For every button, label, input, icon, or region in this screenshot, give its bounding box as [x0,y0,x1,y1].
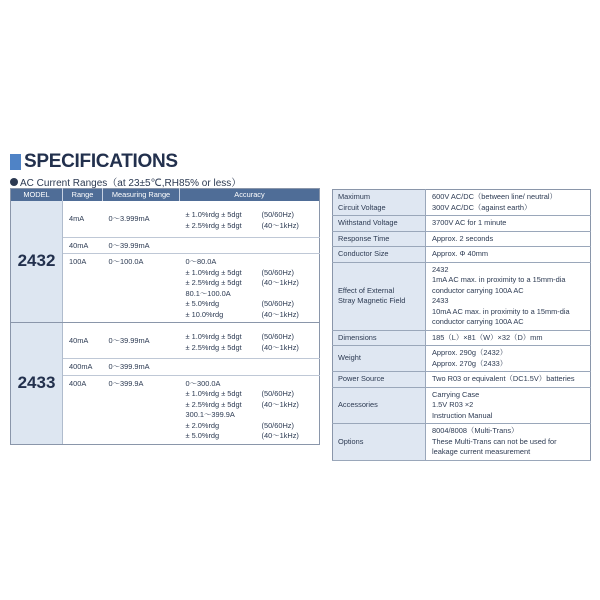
accuracy-frequency: (40～1kHz) [261,431,299,440]
spec-value-line: conductor carrying 100A AC [432,285,524,295]
spec-value-line: Carrying Case [432,389,480,399]
accuracy-frequency: (50/60Hz) [261,299,294,308]
accuracy-line [186,431,320,442]
spec-label-line: Power Source [338,374,385,383]
accuracy-cell [180,237,320,254]
spec-label-line: Withstand Voltage [338,218,398,227]
measuring-range-cell: 0～39.99mA [103,237,180,254]
spec-value [426,372,591,388]
table-row [11,201,320,237]
accuracy-value: ± 10.0%rdg [185,309,224,319]
accuracy-cell [180,375,320,444]
accuracy-value: ± 5.0%rdg [185,299,220,308]
spec-value-line: These Multi-Trans can not be used for [432,436,557,446]
accuracy-value: 0～80.0A [185,257,217,266]
table-row [333,247,591,263]
accuracy-line [186,278,320,289]
spec-label-line: Weight [338,353,361,363]
range-cell: 4mA [63,201,103,237]
model-cell: 2432 [11,201,63,323]
table-row [333,424,591,461]
accuracy-cell [180,359,320,376]
accuracy-frequency: (40～1kHz) [261,220,299,230]
accuracy-line [186,310,320,321]
table-row [333,346,591,372]
accuracy-value: ± 1.0%rdg ± 5dgt [185,210,242,220]
spec-label-line: Accessories [338,400,378,409]
accuracy-frequency: (50/60Hz) [261,210,294,220]
spec-label [333,372,426,388]
accuracy-line [186,268,320,279]
measuring-range-cell: 0～39.99mA [103,323,180,359]
accuracy-line [186,289,320,300]
subtitle: AC Current Ranges（at 23±5℃,RH85% or less） [20,178,242,189]
spec-value-line: 2433 [432,296,449,305]
accuracy-value: ± 2.5%rdg ± 5dgt [185,220,242,230]
range-cell: 400A [63,375,103,444]
spec-value [426,330,591,346]
table-row [11,323,320,359]
accuracy-value: ± 1.0%rdg ± 5dgt [185,389,242,398]
accuracy-line [186,343,320,354]
accuracy-value: ± 2.0%rdg [185,420,220,430]
spec-value-line: 8004/8008（Multi-Trans） [432,426,519,435]
accuracy-value: 80.1～100.0A [185,288,231,298]
header-measuring-range: Measuring Range [103,189,180,202]
spec-label [333,262,426,330]
table-row [333,190,591,216]
accuracy-frequency: (50/60Hz) [261,389,294,398]
table-header-row [11,189,320,202]
table-row [333,231,591,247]
accuracy-cell [180,201,320,237]
ac-current-table [10,188,320,445]
accuracy-value: ± 2.5%rdg ± 5dgt [185,399,242,409]
accuracy-line [186,210,320,221]
accuracy-line [186,389,320,400]
spec-value [426,346,591,372]
accuracy-frequency: (40～1kHz) [261,278,299,287]
accuracy-line [186,400,320,411]
accuracy-cell [180,323,320,359]
accuracy-line [186,257,320,268]
table-row [333,387,591,424]
spec-label [333,231,426,247]
accuracy-frequency: (40～1kHz) [261,309,299,319]
spec-label-line: Circuit Voltage [338,202,386,212]
general-specs-table [332,189,591,461]
spec-value [426,247,591,263]
spec-value-line: 600V AC/DC（between line/ neutral） [432,192,557,201]
accuracy-line [186,379,320,390]
range-cell: 40mA [63,237,103,254]
model-cell: 2433 [11,323,63,445]
accuracy-value: 0～300.0A [185,378,221,388]
measuring-range-cell: 0～100.0A [103,254,180,323]
measuring-range-cell: 0～3.999mA [103,201,180,237]
spec-value-line: Approx. Φ 40mm [432,249,489,258]
table-row [333,262,591,330]
spec-label-line: Response Time [338,233,390,243]
range-cell: 100A [63,254,103,323]
spec-label-line: Maximum [338,192,371,201]
spec-value [426,190,591,216]
spec-value-line: 300V AC/DC（against earth） [432,202,532,212]
range-cell: 40mA [63,323,103,359]
spec-value-line: Two R03 or equivalent（DC1.5V）batteries [432,374,575,383]
accuracy-line [186,299,320,310]
bullet-icon [10,178,18,186]
accuracy-frequency: (40～1kHz) [261,342,299,352]
spec-value-line: Instruction Manual [432,410,493,420]
spec-value [426,387,591,424]
accuracy-frequency: (40～1kHz) [261,399,299,409]
accuracy-line [186,221,320,232]
accuracy-frequency: (50/60Hz) [261,332,294,341]
spec-value [426,216,591,232]
accuracy-value: ± 1.0%rdg ± 5dgt [185,267,242,277]
range-cell: 400mA [63,359,103,376]
spec-label [333,424,426,461]
spec-value-line: conductor carrying 100A AC [432,317,524,326]
accuracy-value: ± 5.0%rdg [185,431,220,440]
spec-label [333,330,426,346]
subtitle-row [10,174,241,189]
heading [10,152,178,172]
accuracy-value: ± 1.0%rdg ± 5dgt [185,332,242,341]
spec-value-line: Approx. 2 seconds [432,233,494,243]
accuracy-frequency: (50/60Hz) [261,420,294,430]
spec-label-line: Stray Magnetic Field [338,296,406,305]
spec-label-line: Dimensions [338,332,377,342]
header-range: Range [63,189,103,202]
spec-label-line: Options [338,436,364,446]
accuracy-value: ± 2.5%rdg ± 5dgt [185,278,242,287]
accuracy-value: 300.1～399.9A [185,410,235,419]
spec-value [426,424,591,461]
accuracy-value: ± 2.5%rdg ± 5dgt [185,342,242,352]
accuracy-line [186,410,320,421]
spec-value [426,231,591,247]
table-row [333,372,591,388]
spec-label [333,190,426,216]
header-accuracy: Accuracy [180,189,320,202]
table-row [333,216,591,232]
spec-label [333,387,426,424]
spec-value [426,262,591,330]
spec-label-line: Effect of External [338,285,395,295]
spec-value-line: Approx. 290g（2432） [432,348,508,357]
accuracy-line [186,332,320,343]
spec-value-line: leakage current measurement [432,447,531,456]
spec-value-line: 10mA AC max. in proximity to a 15mm-dia [432,306,570,316]
measuring-range-cell: 0～399.9mA [103,359,180,376]
accuracy-cell [180,254,320,323]
spec-value-line: 1mA AC max. in proximity to a 15mm-dia [432,275,566,284]
page-title: SPECIFICATIONS [24,151,178,172]
spec-value-line: 1.5V R03 ×2 [432,400,474,409]
table-row [333,330,591,346]
title-square-icon [10,154,21,170]
spec-value-line: 2432 [432,264,449,274]
spec-value-line: 3700V AC for 1 minute [432,218,507,227]
spec-label [333,247,426,263]
header-model: MODEL [11,189,63,202]
measuring-range-cell: 0～399.9A [103,375,180,444]
accuracy-line [186,421,320,432]
accuracy-frequency: (50/60Hz) [261,267,294,277]
spec-label-line: Conductor Size [338,249,389,258]
spec-label [333,216,426,232]
spec-value-line: Approx. 270g（2433） [432,358,508,368]
spec-label [333,346,426,372]
spec-value-line: 185（L）×81（W）×32（D）mm [432,332,543,342]
